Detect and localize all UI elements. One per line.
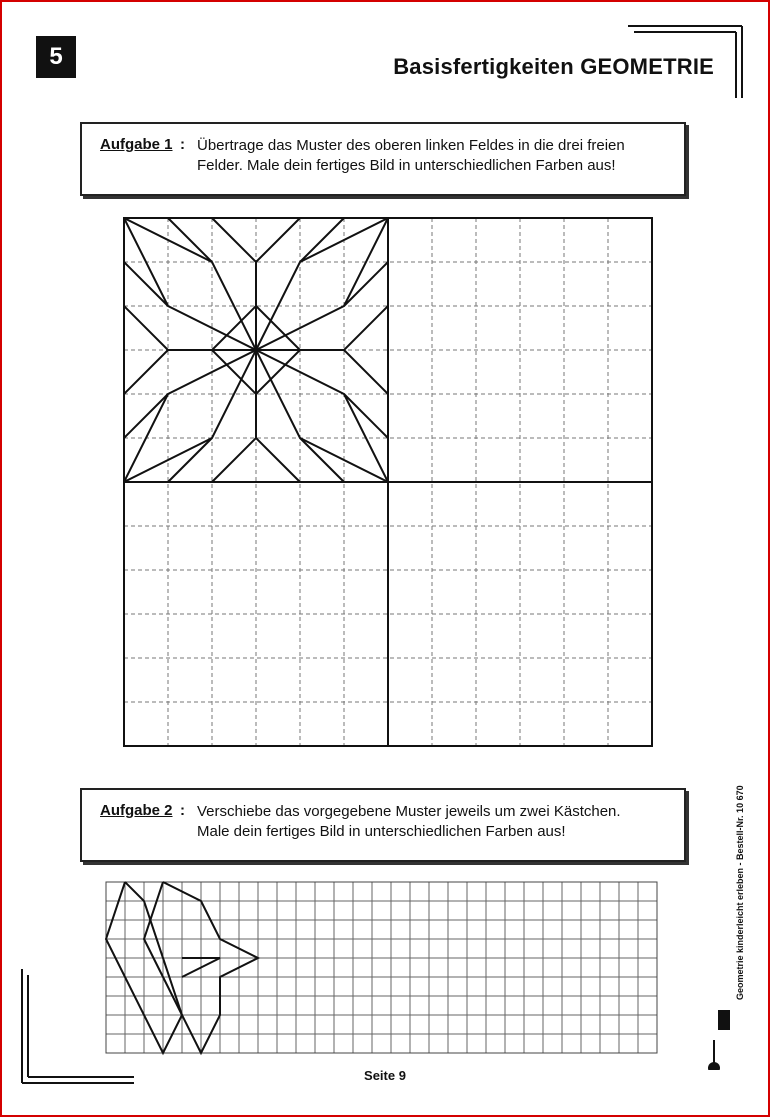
publisher-logo-icon [704,1010,732,1070]
task1-line1: Übertrage das Muster des oberen linken Feldes in die drei freien [197,137,625,154]
pattern-line [124,350,256,482]
page-number: Seite 9 [364,1068,406,1083]
task1-colon: : [180,136,185,153]
task1-box [80,122,686,196]
task2-line2: Male dein fertiges Bild in unterschiedlichen Farben aus! [197,823,566,840]
task2-label: Aufgabe 2 [100,802,173,819]
task1-label: Aufgabe 1 [100,136,173,153]
pattern-line [256,218,388,350]
pattern-line [256,350,388,482]
publisher-side-text: Geometrie kinderleicht erleben - Bestell-Nr. 10 670 [735,785,745,1000]
pattern-line [300,218,344,262]
pattern-line [300,438,344,482]
task1-grid [118,212,658,758]
pattern-line [344,262,388,306]
pattern-line [344,394,388,438]
task2-line1: Verschiebe das vorgegebene Muster jeweils um zwei Kästchen. [197,803,621,820]
task2-box [80,788,686,862]
task1-text [197,136,625,176]
worksheet-number: 5 [36,36,76,78]
task2-text [197,802,621,842]
pattern-line [168,218,212,262]
pattern-line [124,218,256,350]
task2-colon: : [180,802,185,819]
task1-line2: Felder. Male dein fertiges Bild in unterschiedlichen Farben aus! [197,157,616,174]
pattern-line [124,394,168,438]
pattern-line [168,438,212,482]
task2-grid [100,876,670,1058]
page-title: Basisfertigkeiten GEOMETRIE [393,54,714,79]
pattern-line [124,262,168,306]
